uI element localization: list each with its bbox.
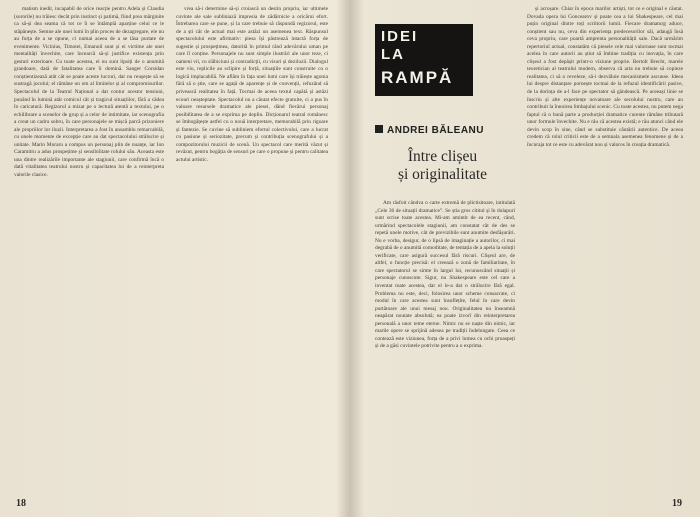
left-column-2 xyxy=(176,6,328,462)
right-column-2-text: și acroșare. Chiar în epoca marilor artiști, tot ce e original e căutat. Dovada opera lui Goncearov și poate cea a lui Shakespeare, cel mai puțin original dintre toți scriitorii lumii. Fiecare dramaturg aduce, conștient sau nu, ceva din experiența predecesorilor săi, adaugă însă ceva propriu, care poartă amprenta personalității sale. Dacă urmărim repertoriul actual, constatăm că piesele cele mai valoroase sunt tocmai acelea în care autorii au știut să îmbine tradiția cu inovația, în care clișeul a fost depășit printr-o viziune proprie. Bertolt Brecht, marele teoretician al teatrului modern, observa că arta nu trebuie să copieze realitatea, ci să o reveleze, să-i dezvăluie mecanismele ascunse. Ideea lui despre distanțare pornește tocmai de la refuzul identificării pasive, de la dorința de a-l face pe spectator să gândească. Pe aceeași linie se înscriu și alte experiențe novatoare ale secolului nostru, care au contribuit la înnoirea limbajului scenic. Cu toate acestea, nu putem nega faptul că o bună parte a producției dramatice curente rămâne tributară unor formule învechite. Nu e rău că acestea există; e rău atunci când ele devin scop în sine, când se substituie căutării autentice. De aceea credem că rolul criticii este de a semnala asemenea fenomene și de a încuraja tot ce este cu adevărat nou și valoros în creația dramatică. xyxy=(527,6,683,148)
rubric-line-1: IDEI xyxy=(381,28,419,45)
left-column-1 xyxy=(14,6,164,462)
right-page xyxy=(355,0,700,517)
page-number-right: 19 xyxy=(672,498,682,509)
title-line-2: și originalitate xyxy=(397,166,488,183)
author-name: ANDREI BĂLEANU xyxy=(387,125,484,136)
rubric-box xyxy=(375,24,473,96)
page-number-left: 18 xyxy=(16,498,26,509)
article-title xyxy=(375,148,510,184)
square-bullet-icon xyxy=(375,125,383,133)
author-byline xyxy=(375,125,484,136)
left-column-2-text: vrea să-i determine să-și croiască un destin propriu, iar ultimele cuvinte ale sale subliniază impresia de zădărnicie a oricărui efort. Întrebarea care se pune, și la care trebuie să răspundă regizorul, este de a ști cât de actual mai este astăzi un asemenea text. Răspunsul spectacolului este afirmativ: piesa își păstrează intactă forța de sugestie și prospețimea, datorită în primul rând adevărului uman pe care îl conține. Personajele nu sunt simple ilustrări ale unor teze, ci oameni vii, cu slăbiciuni și contradicții, cu visuri și deziluzii. Dialogul este viu, replicile au sclipire și forță, situațiile sunt construite cu o logică implacabilă. Ne aflăm în fața unei lumi care își trăiește agonia fără să o știe, care se agață de aparențe și de convenții, refuzând să privească realitatea în față. Tocmai de aceea textul capătă și astăzi ecouri neașteptate. Spectacolul nu a căutat efecte gratuite, ci a pus în valoare resursele dramatice ale piesei, dând fiecărui personaj posibilitatea de a se exprima pe deplin. Dicționarul teatral românesc se îmbogățește astfel cu o nouă interpretare, memorabilă prin rigoare și fantezie. Se cuvine să subliniem efortul colectivului, care a lucrat cu pasiune și seriozitate, precum și contribuția scenografului și a compozitorului muzicii de scenă. Un spectacol care merită văzut și revăzut, pentru bogăția de sensuri pe care o propune și pentru calitatea actului artistic. xyxy=(176,6,328,163)
left-column-1-text: matism inedit, incapabil de orice reacție pentru Adela și Claudia (surorile) nu trăiesc decât prin instinct și patimă, fiind prea mărginite ca să-și dea seama că tot ce îi se întâmplă aparține celui ce le stăpânește. Semne ale unei lumi în plin proces de dezagregare, ele nu au forța de a se opune, ci numai aceea de a se lăsa purtate de evenimente. Vicinius, Timotei, Emanoil sunt și ei victime ale unei mentalități învechite, care încearcă să-și justifice existența prin gesturi exterioare. Cu toate acestea, ei nu sunt lipsiți de o anumită grandoare, dată de fatalitatea care îi domină. Sanger Corsidan conștientizează atât cât se poate aceste lucruri, dar nu reușește să se sustragă jocului; el rămâne un om al limitelor și al compromisurilor. Spectacolul de la Teatrul Național a dat contur acestor tensiuni, punând în lumină atât comicul cât și tragicul situațiilor, fără a cădea în caricatură. Regizorul a mizat pe o lectură atentă a textului, pe o echilibrare a scenelor de grup și a celor de intimitate, iar scenografia a creat un cadru sobru, în care personajele se mișcă parcă prizoniere ale propriilor lor iluzii. Interpretarea a fost în ansamblu remarcabilă, cu unele momente de excepție care au dat spectacolului strălucire și unitate. Marin Moraru a compus un personaj plin de nuanțe, iar Ion Caramitru a adus prospețime și sensibilitate rolului său. Aceasta este una dintre realizările importante ale stagiunii, care confirmă încă o dată vitalitatea teatrului nostru și capacitatea lui de a reinterpreta valorile clasice. xyxy=(14,6,164,179)
rubric-line-2: LA xyxy=(381,46,405,63)
left-page xyxy=(0,0,345,517)
right-column-2 xyxy=(527,6,683,462)
right-column-1-text: Am răsfoit cândva o carte extremă de plictisitoare, intitulată „Cele 36 de situații dramatice”. Se știa gros cititul și în dulapuri sunt scrise toate acestea. Mi-am amintit de ea recent, când, urmărind spectacolele stagiunii, am constatat cât de des se repetă unele motive, cât de previzibile sunt anumite desfășurări. Nu e vorba, desigur, de o lipsă de imaginație a autorilor, ci mai degrabă de o anumită comoditate, de tentația de a apela la soluții verificate, care asigură succesul fără riscuri. Clișeul are, de altfel, o funcție precisă: el creează o zonă de familiaritate, în care spectatorul se simte în largul lui, recunoscând situații și personaje cunoscute. Sigur, nu Shakespeare este cel care a inventat toate acestea, dar el le-a dat o strălucire fără egal. Problema nu este, deci, folosirea unor scheme consacrate, ci modul în care acestea sunt însuflețite, felul în care devin purtătoare ale unui mesaj nou. Originalitatea nu înseamnă neapărat noutate absolută; ea poate izvorî din reinterpretarea personală a unor teme eterne. Nimic nu se naște din nimic, iar marile opere se sprijină adesea pe tradiții îndelungate. Ceea ce contează este viziunea, forța de a privi lumea cu ochi proaspeți și de a găsi cuvintele potrivite pentru a o exprima. xyxy=(375,200,515,350)
right-column-1 xyxy=(375,200,515,482)
rubric-line-3: RAMPĂ xyxy=(381,68,454,87)
title-line-1: Între clișeu xyxy=(407,148,478,165)
